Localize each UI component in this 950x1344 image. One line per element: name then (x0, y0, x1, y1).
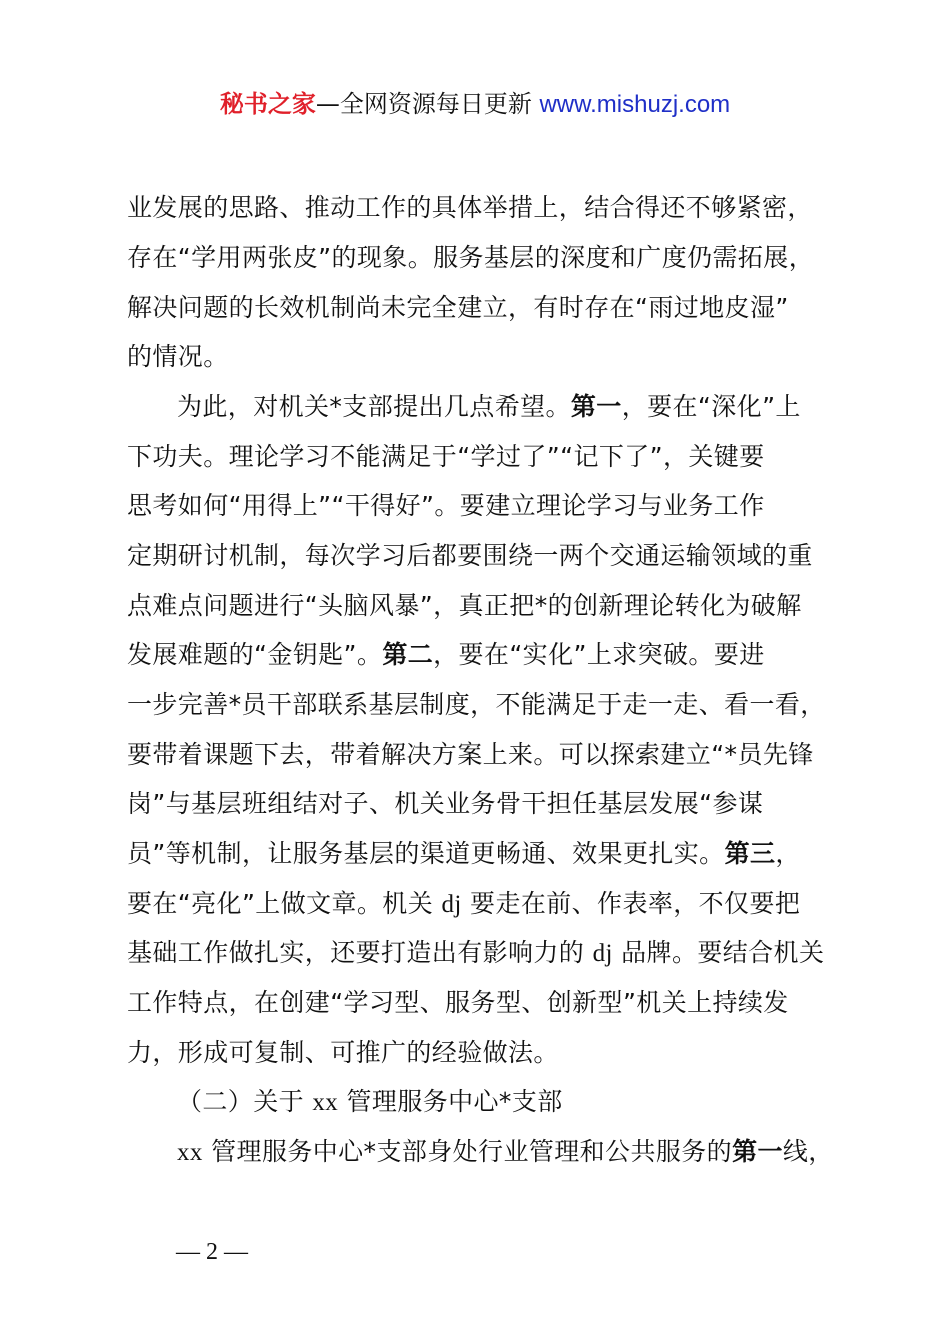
site-url[interactable]: www.mishuzj.com (539, 91, 731, 118)
text-line: 一步完善*员干部联系基层制度，不能满足于走一走、看一看， (127, 690, 826, 719)
emphasis-third: 第三 (724, 839, 776, 868)
text-line: 发展难题的“金钥匙”。第二，要在“实化”上求突破。要进 (127, 640, 765, 669)
text-line: 点难点问题进行“头脑风暴”，真正把*的创新理论转化为破解 (127, 591, 802, 620)
text-line: 工作特点，在创建“学习型、服务型、创新型”机关上持续发 (127, 988, 789, 1017)
text-line: 解决问题的长效机制尚未完全建立，有时存在“雨过地皮湿” (127, 293, 789, 322)
site-header (0, 86, 950, 123)
text-line: 存在“学用两张皮”的现象。服务基层的深度和广度仍需拓展， (127, 243, 815, 272)
site-tagline: —全网资源每日更新 (315, 90, 540, 118)
emphasis-first-line: 第一 (732, 1137, 783, 1166)
text-line: 力，形成可复制、可推广的经验做法。 (127, 1038, 559, 1067)
text-line: 业发展的思路、推动工作的具体举措上，结合得还不够紧密， (127, 193, 813, 222)
text-line: 思考如何“用得上”“干得好”。要建立理论学习与业务工作 (127, 491, 765, 520)
emphasis-first: 第一 (570, 392, 622, 421)
text-line: 员”等机制，让服务基层的渠道更畅通、效果更扎实。第三， (127, 839, 801, 868)
text-line: 定期研讨机制，每次学习后都要围绕一两个交通运输领域的重 (127, 541, 813, 570)
text-line: 要在“亮化”上做文章。机关 dj 要走在前、作表率，不仅要把 (127, 889, 801, 918)
text-line: 的情况。 (127, 342, 229, 371)
site-brand: 秘书之家 (219, 90, 316, 118)
text-line: 基础工作做扎实，还要打造出有影响力的 dj 品牌。要结合机关 (127, 938, 825, 967)
section-heading: （二）关于 xx 管理服务中心*支部 (177, 1087, 563, 1116)
text-line: xx 管理服务中心*支部身处行业管理和公共服务的第一线， (177, 1137, 834, 1166)
text-line: 岗”与基层班组结对子、机关业务骨干担任基层发展“参谋 (127, 789, 764, 818)
text-line: 为此，对机关*支部提出几点希望。第一，要在“深化”上 (177, 392, 801, 421)
text-line: 下功夫。理论学习不能满足于“学过了”“记下了”，关键要 (127, 442, 765, 471)
emphasis-second: 第二 (382, 640, 434, 669)
text-line: 要带着课题下去，带着解决方案上来。可以探索建立“*员先锋 (127, 740, 814, 769)
page-number: — 2 — (176, 1239, 248, 1265)
